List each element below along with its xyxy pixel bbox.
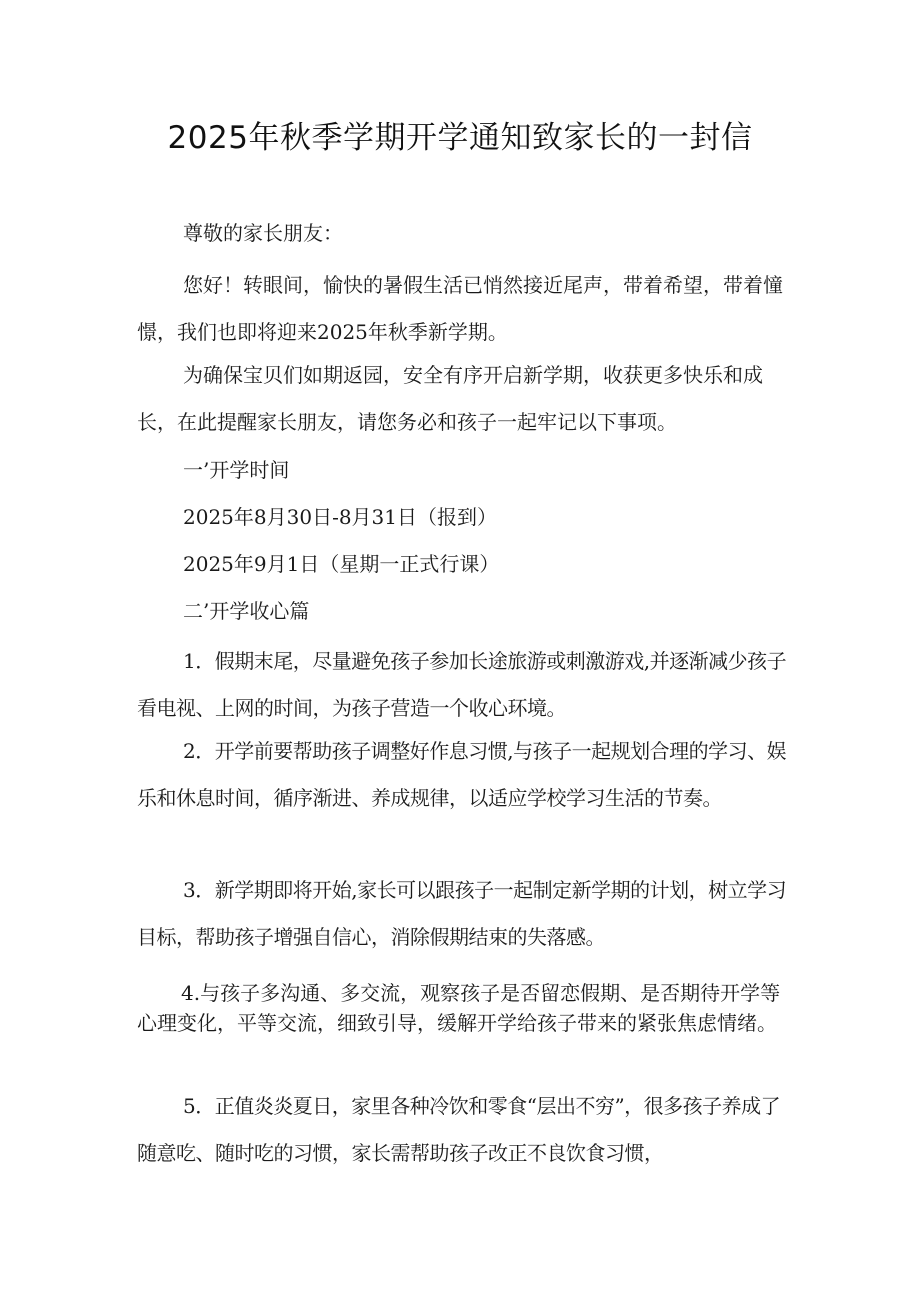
registration-date-line: 2025年8月30日-8月31日（报到） [183, 505, 498, 529]
page-title: 2025年秋季学期开学通知致家长的一封信 [167, 120, 753, 156]
salutation: 尊敬的家长朋友： [183, 221, 343, 245]
list-item-3: 3．新学期即将开始,家长可以跟孩子一起制定新学期的计划，树立学习目标，帮助孩子增强自信心，消除假期结束的失落感。 [137, 878, 787, 949]
greeting-paragraph: 您好！转眼间，愉快的暑假生活已悄然接近尾声，带着希望，带着憧憬，我们也即将迎来2025年秋季新学期。 [137, 273, 783, 344]
section-heading-mindset: 二’开学收心篇 [183, 599, 310, 623]
list-item-4: 4.与孩子多沟通、多交流，观察孩子是否留恋假期、是否期待开学等心理变化，平等交流，细致引导，缓解开学给孩子带来的紧张焦虑情绪。 [137, 981, 781, 1035]
purpose-paragraph: 为确保宝贝们如期返园，安全有序开启新学期，收获更多快乐和成长，在此提醒家长朋友，请您务必和孩子一起牢记以下事项。 [137, 363, 763, 434]
section-heading-start-time: 一’开学时间 [183, 458, 290, 482]
list-item-5: 5．正值炎炎夏日，家里各种冷饮和零食“层出不穷”，很多孩子养成了随意吃、随时吃的习惯，家长需帮助孩子改正不良饮食习惯， [137, 1094, 781, 1165]
list-item-1: 1．假期末尾，尽量避免孩子参加长途旅游或刺激游戏,并逐渐减少孩子看电视、上网的时间，为孩子营造一个收心环境。 [137, 649, 787, 720]
class-start-date-line: 2025年9月1日（星期一正式行课） [183, 552, 500, 576]
list-item-2: 2．开学前要帮助孩子调整好作息习惯,与孩子一起规划合理的学习、娱乐和休息时间，循序渐进、养成规律，以适应学校学习生活的节奏。 [137, 739, 787, 810]
